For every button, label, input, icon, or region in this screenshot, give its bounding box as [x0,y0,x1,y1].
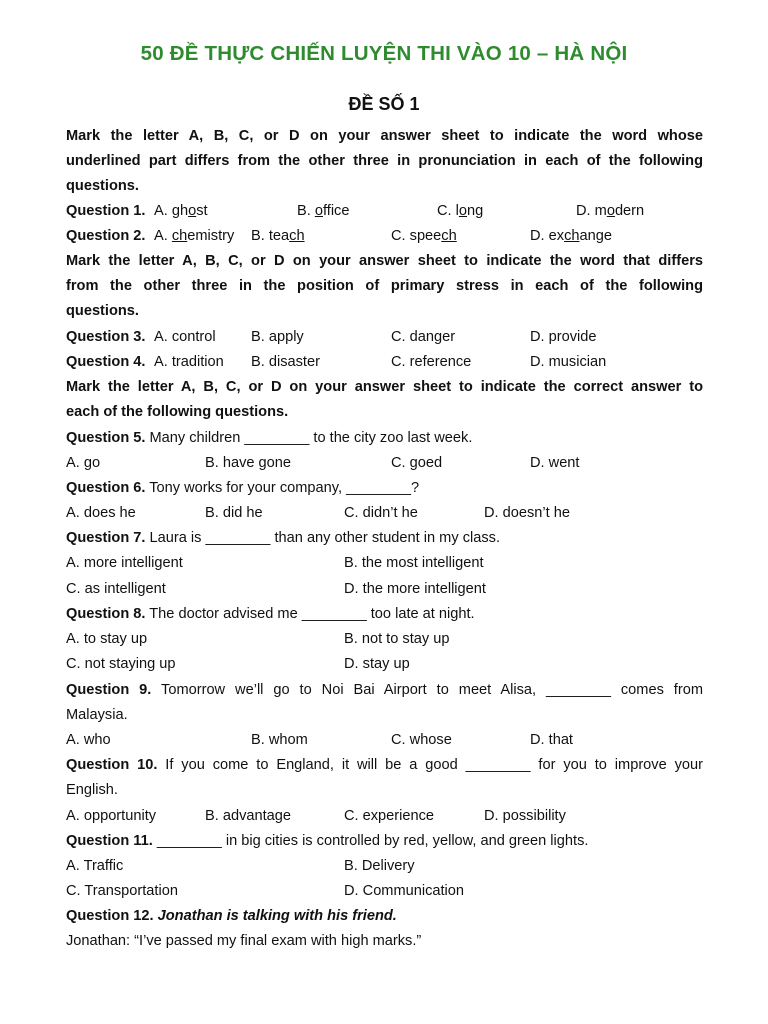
question-12 [66,906,703,926]
question-7 [66,528,703,548]
option-b: B. teach [251,228,305,244]
option-a: A. tradition [154,354,224,370]
option-a: A. opportunity [66,808,157,824]
option-b: B. whom [251,732,308,748]
option-c: C. didn’t he [344,505,418,521]
question-10 [66,755,703,775]
question-text: ________ in big cities is controlled by red, yellow, and green lights. [152,833,589,849]
option-b: B. disaster [251,354,320,370]
option-c: C. not staying up [66,656,176,672]
option-d: D. stay up [344,656,410,672]
question-5 [66,428,703,448]
question-label: Question 10. [66,757,158,773]
question-10-continuation: English. [66,782,118,798]
question-11-options-row-1 [66,856,703,876]
instruction-stress-line-1: Mark the letter A, B, C, or D on your answer sheet to indicate the word that differs [66,253,703,269]
option-c: C. whose [391,732,452,748]
option-b: B. office [297,203,350,219]
question-2 [66,226,703,246]
option-c: C. goed [391,455,443,471]
option-c: C. Transportation [66,883,178,899]
question-1 [66,201,703,221]
option-d: D. provide [530,329,597,345]
question-8-options-row-2 [66,654,703,674]
option-a: A. who [66,732,111,748]
instruction-correct-line-2: each of the following questions. [66,404,289,420]
question-10-options [66,806,703,826]
option-b: B. the most intelligent [344,555,484,571]
option-d: D. Communication [344,883,465,899]
question-7-options-row-1 [66,553,703,573]
question-6 [66,478,703,498]
option-a: A. go [66,455,101,471]
instruction-pronunciation-line-2: underlined part differs from the other three in pronunciation in each of the following [66,153,703,169]
question-9 [66,680,703,700]
option-d: D. the more intelligent [344,581,486,597]
question-label: Question 8. [66,606,146,622]
option-c: C. speech [391,228,457,244]
option-a: A. to stay up [66,631,148,647]
instruction-stress-line-3: questions. [66,303,139,319]
question-text: The doctor advised me ________ too late at night. [145,606,475,622]
option-d: D. modern [576,203,645,219]
option-d: D. went [530,455,580,471]
option-c: C. long [437,203,484,219]
option-d: D. musician [530,354,607,370]
option-d: D. doesn’t he [484,505,570,521]
option-a: A. Traffic [66,858,124,874]
question-text: If you come to England, it will be a good ________ for you to improve your [157,757,703,773]
question-7-options-row-2 [66,579,703,599]
question-label: Question 5. [66,430,146,446]
question-label: Question 2. [66,228,146,244]
question-text: Tomorrow we’ll go to Noi Bai Airport to meet Alisa, ________ comes from [151,682,703,698]
question-label: Question 7. [66,530,146,546]
question-label: Question 9. [66,682,152,698]
option-a: A. ghost [154,203,208,219]
option-d: D. that [530,732,573,748]
option-b: B. not to stay up [344,631,450,647]
option-c: C. as intelligent [66,581,166,597]
question-text: Tony works for your company, ________? [145,480,420,496]
question-12-dialogue: Jonathan: “I’ve passed my final exam with high marks.” [66,933,422,949]
question-label: Question 12. [66,908,154,924]
instruction-stress-line-2: from the other three in the position of primary stress in each of the following [66,278,703,294]
question-8 [66,604,703,624]
test-number-title: ĐỀ SỐ 1 [348,94,420,114]
option-b: B. Delivery [344,858,415,874]
question-6-options [66,503,703,523]
question-8-options-row-1 [66,629,703,649]
option-b: B. did he [205,505,263,521]
option-c: C. danger [391,329,456,345]
question-label: Question 6. [66,480,146,496]
question-text: Many children ________ to the city zoo last week. [145,430,473,446]
option-b: B. advantage [205,808,292,824]
option-a: A. control [154,329,216,345]
question-label: Question 4. [66,354,146,370]
question-label: Question 1. [66,203,146,219]
option-d: D. possibility [484,808,566,824]
option-d: D. exchange [530,228,612,244]
option-c: C. reference [391,354,472,370]
question-5-options [66,453,703,473]
option-c: C. experience [344,808,435,824]
question-9-options [66,730,703,750]
option-a: A. chemistry [154,228,235,244]
question-11 [66,831,703,851]
option-b: B. apply [251,329,304,345]
instruction-pronunciation-line-1: Mark the letter A, B, C, or D on your answer sheet to indicate the word whose [66,128,703,144]
instruction-correct-line-1: Mark the letter A, B, C, or D on your answer sheet to indicate the correct answer to [66,379,703,395]
question-3 [66,327,703,347]
instruction-pronunciation-line-3: questions. [66,178,139,194]
question-text: Laura is ________ than any other student in my class. [145,530,500,546]
question-4 [66,352,703,372]
option-b: B. have gone [205,455,292,471]
question-label: Question 11. [66,833,153,849]
option-a: A. does he [66,505,136,521]
question-11-options-row-2 [66,881,703,901]
question-label: Question 3. [66,329,146,345]
document-title: 50 ĐỀ THỰC CHIẾN LUYỆN THI VÀO 10 – HÀ NỘI [140,42,628,65]
question-9-continuation: Malaysia. [66,707,128,723]
option-a: A. more intelligent [66,555,183,571]
question-text: Jonathan is talking with his friend. [157,908,397,924]
